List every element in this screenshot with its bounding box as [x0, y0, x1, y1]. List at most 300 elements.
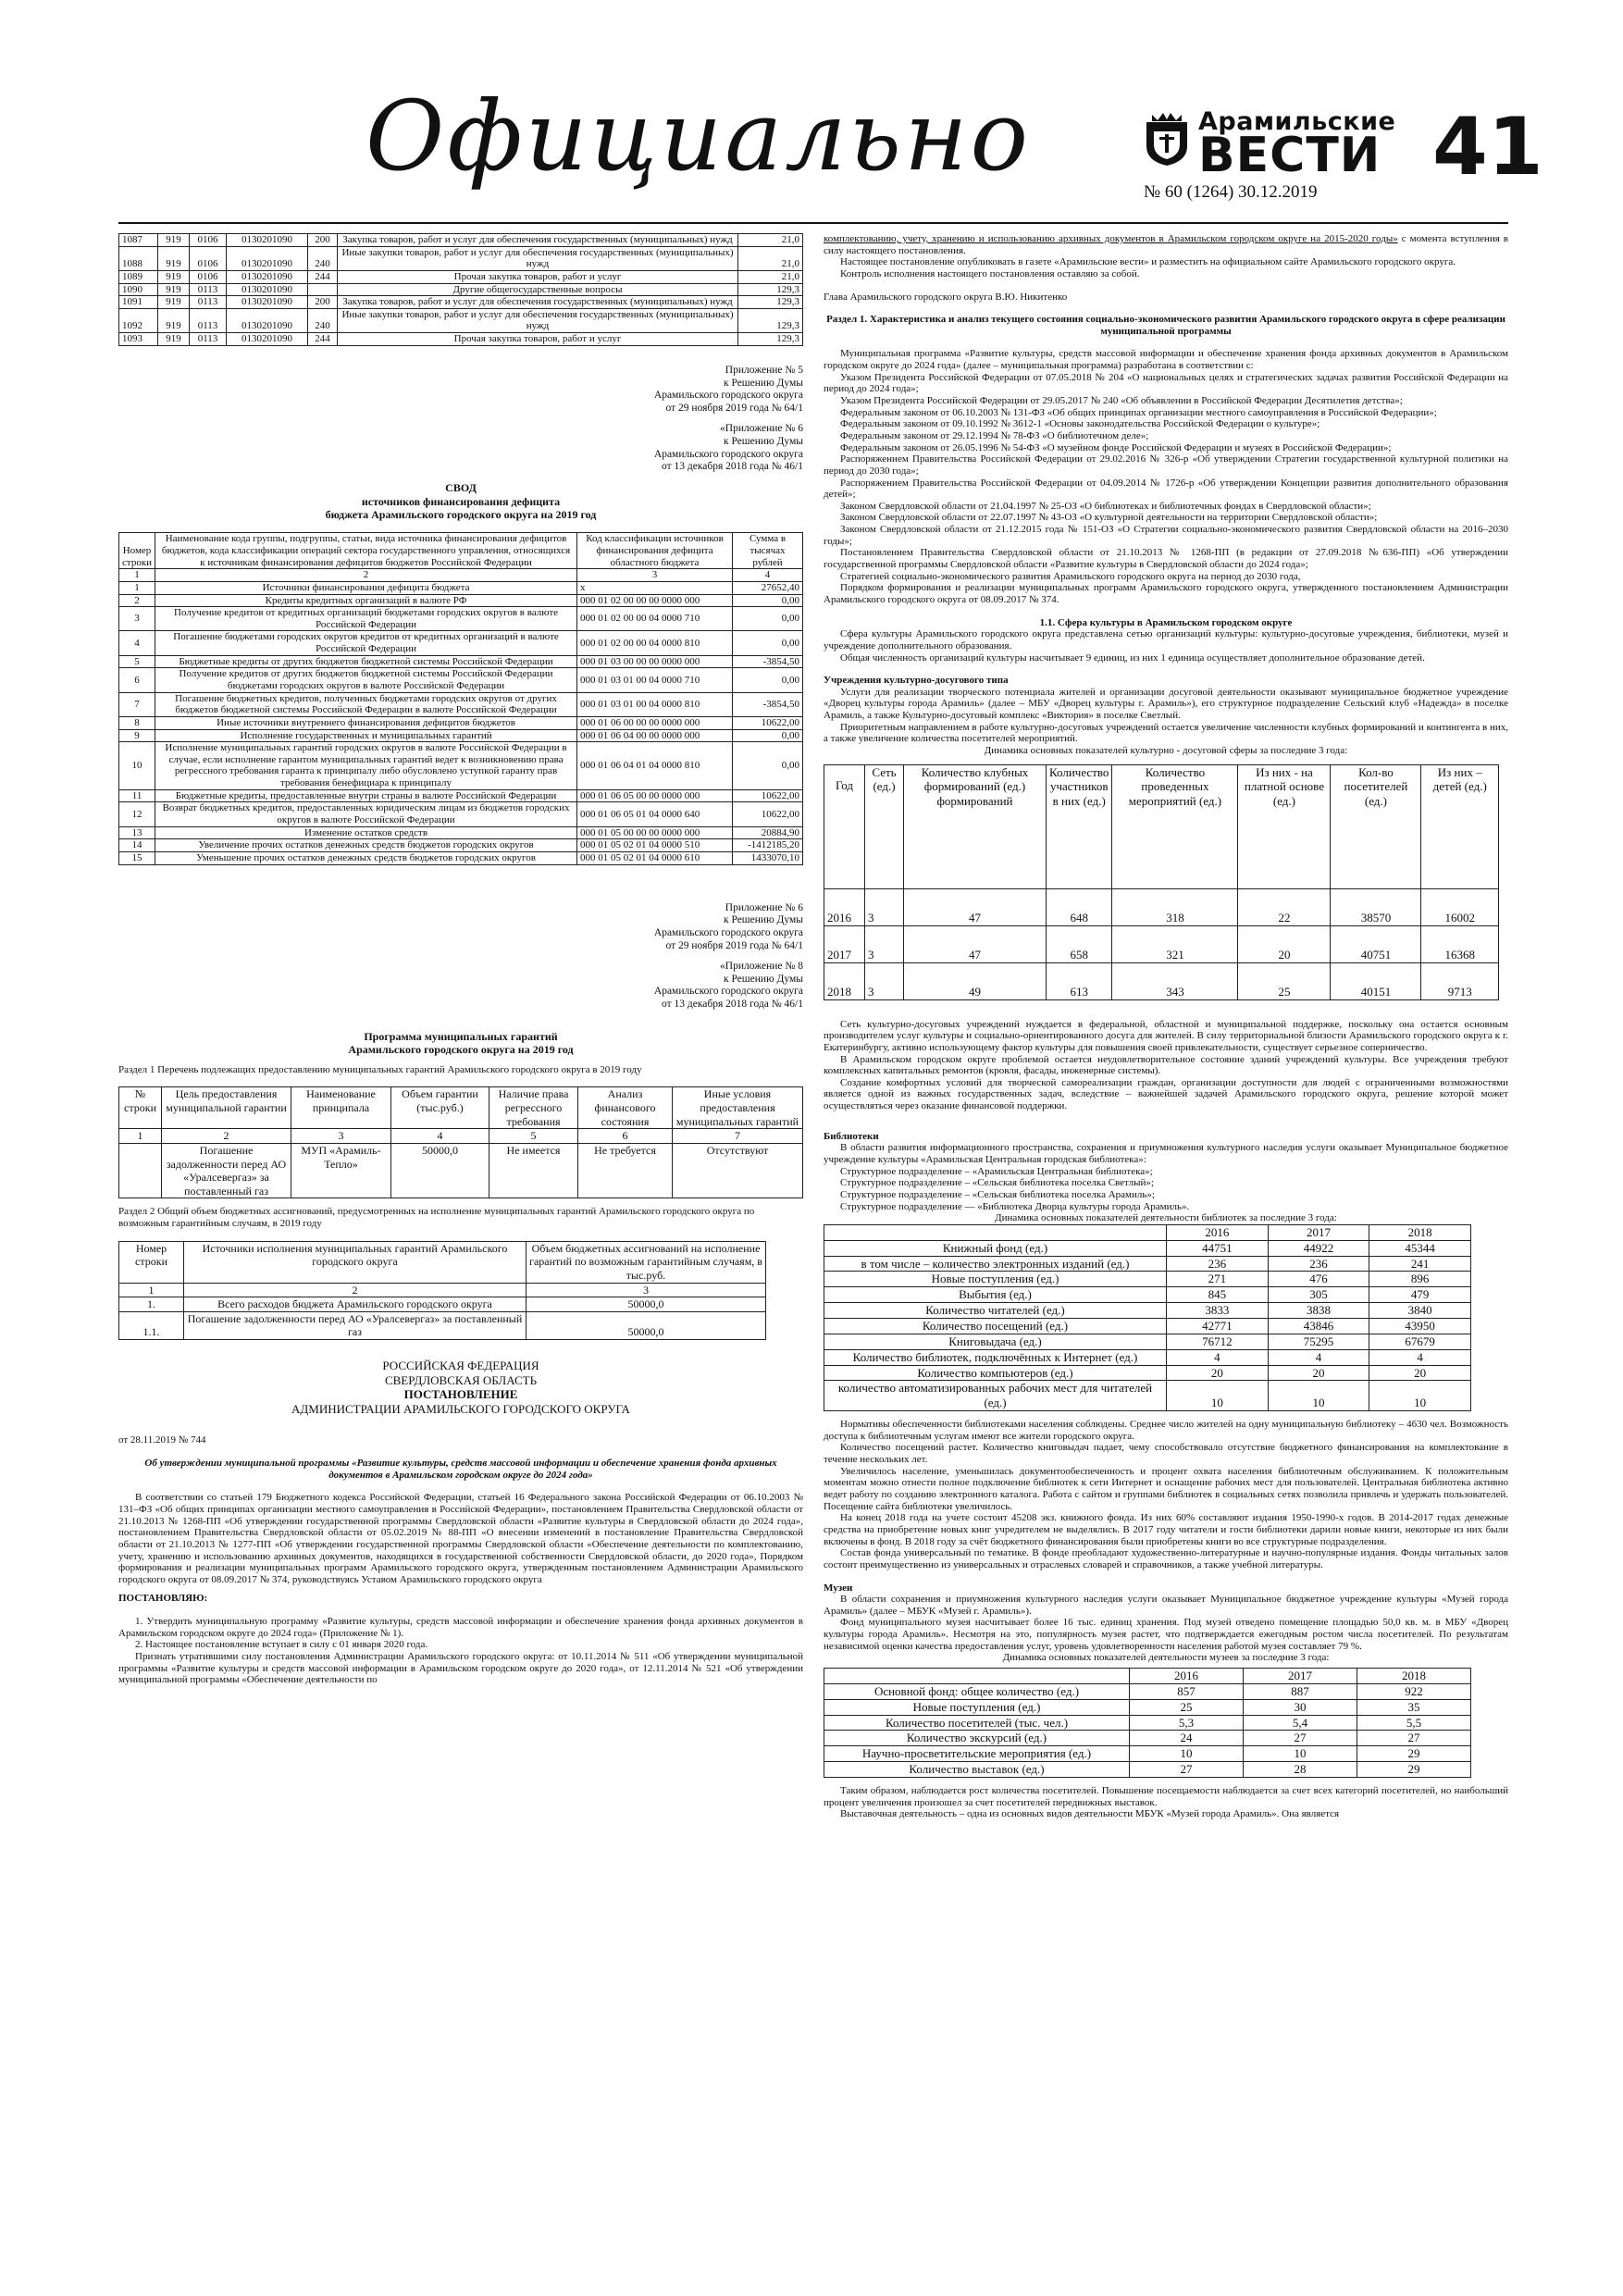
- table-cell: количество автоматизированных рабочих мест для читателей (ед.): [824, 1381, 1167, 1411]
- table-cell: 21,0: [738, 234, 803, 247]
- table-row: [824, 1381, 1471, 1411]
- table-cell: 000 01 05 02 01 04 0000 510: [577, 839, 733, 852]
- table-cell: 40751: [1331, 925, 1421, 962]
- table-cell: Не имеется: [489, 1143, 578, 1198]
- list-item: Указом Президента Российской Федерации от 07.05.2018 № 204 «О национальных целях и стратегических задачах развития Российской Федерации на период до 2024 года»;: [824, 371, 1508, 395]
- table-cell: 200: [308, 234, 338, 247]
- table-cell: Количество библиотек, подключённых к Интернет (ед.): [824, 1349, 1167, 1365]
- table-cell: 3: [119, 607, 155, 631]
- continued-link[interactable]: комплектованию, учету, хранению и использованию архивных документов в Арамильском городском округе на 2015-2020 годы»: [824, 233, 1398, 244]
- table-cell: 50000,0: [527, 1311, 766, 1339]
- museums-paragraph: Фонд муниципального музея насчитывает более 16 тыс. единиц хранения. Под музей отведено помещение площадью 50,0 кв. м. в МБУ «Дворец культуры города Арамиль». Несмотря на это, популярность музея растет, что подтверждается ежегодным ростом числа посетителей. По результатам независимой оценки качества предоставления услуг, уровень удовлетворенности населения работой музея составляет 79 %.: [824, 1617, 1508, 1652]
- table-cell: 3: [527, 1283, 766, 1297]
- table-row: [824, 1746, 1471, 1762]
- table-cell: 5,3: [1130, 1715, 1244, 1731]
- table-cell: Погашение бюджетами городских округов кредитов от кредитных организаций в валюте Российской Федерации: [155, 631, 577, 655]
- table-cell: Цель предоставления муниципальной гарантии: [162, 1087, 291, 1129]
- table-cell: 0,00: [733, 668, 803, 692]
- table-cell: Погашение задолженности перед АО «Уралсевергаз» за поставленный газ: [184, 1311, 527, 1339]
- table-cell: Кол-во посетителей (ед.): [1331, 764, 1421, 888]
- table-cell: 10: [1268, 1381, 1369, 1411]
- table-cell: 4: [733, 569, 803, 582]
- list-item: Законом Свердловской области от 21.04.1997 № 25-ОЗ «О библиотеках и библиотечных фондах в Свердловской области»;: [840, 500, 1371, 512]
- table-row: [824, 1699, 1471, 1715]
- table-cell: 0113: [190, 308, 227, 332]
- table-row: [824, 962, 1499, 999]
- table-cell: 857: [1130, 1683, 1244, 1699]
- kdu-caption: Динамика основных показателей культурно - досуговой сферы за последние 3 года:: [984, 744, 1348, 756]
- table-row: [119, 333, 803, 346]
- table-cell: 000 01 02 00 00 00 0000 000: [577, 594, 733, 607]
- svod-title: [118, 481, 803, 521]
- list-item: Стратегией социально-экономического развития Арамильского городского округа на период до 2030 года,: [840, 570, 1301, 582]
- logo-main-text: ВЕСТИ: [1198, 128, 1381, 183]
- table-cell: 1087: [119, 234, 158, 247]
- table-cell: 5,5: [1357, 1715, 1471, 1731]
- table-row: [119, 1143, 803, 1198]
- table-cell: 50000,0: [527, 1297, 766, 1312]
- text-line: СВЕРДЛОВСКАЯ ОБЛАСТЬ: [384, 1372, 538, 1387]
- museums-paragraph: Таким образом, наблюдается рост количества посетителей. Повышение посещаемости наблюдается за счет всех категорий посетителей, но наибольший процент увеличения произошел за счет посетителей передвижных выставок.: [824, 1785, 1508, 1808]
- table-cell: 0,00: [733, 594, 803, 607]
- table-cell: 000 01 03 01 00 04 0000 710: [577, 668, 733, 692]
- table-cell: Получение кредитов от кредитных организаций бюджетами городских округов в валюте Российской Федерации: [155, 607, 577, 631]
- table-cell: Количество проведенных мероприятий (ед.): [1112, 764, 1238, 888]
- table-row: [824, 1303, 1471, 1319]
- table-cell: [308, 283, 338, 296]
- table-cell: [824, 1669, 1130, 1684]
- table-cell: 1092: [119, 308, 158, 332]
- table-cell: 6: [578, 1129, 673, 1144]
- table-cell: 30: [1244, 1699, 1357, 1715]
- coat-of-arms-icon: [1143, 109, 1191, 167]
- table-cell: 4: [1167, 1349, 1269, 1365]
- table-cell: 1089: [119, 270, 158, 283]
- section-1-title: Раздел 1. Характеристика и анализ текущего состояния социально-экономического развития Арамильского городского округа в сфере реализации муниципальной программы: [826, 314, 1505, 337]
- table-cell: 47: [904, 888, 1047, 925]
- header-divider: [118, 222, 1508, 224]
- table-cell: Количество посещений (ед.): [824, 1319, 1167, 1334]
- table-cell: 200: [308, 296, 338, 309]
- text-line: РОССИЙСКАЯ ФЕДЕРАЦИЯ: [382, 1359, 539, 1373]
- table-cell: 271: [1167, 1272, 1269, 1287]
- left-column: [118, 233, 803, 1686]
- kdu-paragraph: Услуги для реализации творческого потенциала жителей и организации досуговой деятельности оказывают муниципальное бюджетное учреждение «Дворец культуры города Арамиль» (далее – МБУ «Дворец культуры г. Арамиль»), его структурное подразделение Сельский клуб «Надежда» в поселке Арамиль, а также Культурно-досуговый комплекс «Виктория» в поселке Светлый.: [824, 686, 1508, 722]
- publish-paragraph: Настоящее постановление опубликовать в газете «Арамильские вести» и разместить на официальном сайте Арамильского городского округа.: [840, 256, 1456, 268]
- table-cell: 20: [1167, 1365, 1269, 1381]
- page-header: [0, 0, 1623, 231]
- table-cell: Бюджетные кредиты от других бюджетов бюджетной системы Российской Федерации: [155, 655, 577, 668]
- table-row: [119, 789, 803, 802]
- table-row: [119, 668, 803, 692]
- table-cell: Другие общегосударственные вопросы: [338, 283, 738, 296]
- table-row: [119, 308, 803, 332]
- table-cell: 3: [865, 962, 904, 999]
- table-cell: 000 01 06 05 01 04 0000 640: [577, 802, 733, 826]
- subsection-1-1-title: 1.1. Сфера культуры в Арамильском городском округе: [1039, 616, 1293, 628]
- table-cell: 2: [155, 569, 577, 582]
- text-line: к Решению Думы: [724, 435, 803, 447]
- table-cell: 3: [865, 888, 904, 925]
- table-cell: 000 01 05 02 01 04 0000 610: [577, 851, 733, 864]
- table-cell: 3: [865, 925, 904, 962]
- table-cell: Номер строки: [119, 1241, 184, 1283]
- resolution-item: Признать утратившими силу постановления Администрации Арамильского городского округа: от 10.11.2014 № 511 «Об утверждении муниципальной программы «Развитие культуры и средств массовой информации в Арамильском городском округе до 2020 года», от 12.11.2014 № 521 «Об утверждении муниципальной программы «Обеспечение деятельности по: [118, 1651, 803, 1686]
- table-cell: 1: [119, 1129, 162, 1144]
- table-cell: 321: [1112, 925, 1238, 962]
- museums-paragraph: Выставочная деятельность – одна из основных видов деятельности МБУК «Музей города Арамиль». Она является: [840, 1808, 1340, 1820]
- table-row: [119, 631, 803, 655]
- table-cell: 0130201090: [227, 283, 308, 296]
- list-item: Федеральным законом от 29.12.1994 № 78-ФЗ «О библиотечном деле»;: [840, 429, 1149, 441]
- table-row: [119, 296, 803, 309]
- table-cell: 10622,00: [733, 802, 803, 826]
- table-cell: 9713: [1421, 962, 1499, 999]
- table-cell: 20: [1268, 1365, 1369, 1381]
- table-cell: Погашение бюджетных кредитов, полученных бюджетами городских округов от других бюджетов бюджетной системы Российской Федерации в валюте Российской Федерации: [155, 692, 577, 716]
- list-item: Порядком формирования и реализации муниципальных программ Арамильского городского округа, утвержденного постановлением Администрации Арамильского городского округа от 08.09.2017 № 374.: [824, 582, 1508, 605]
- table-row: [119, 246, 803, 270]
- table-cell: 129,3: [738, 283, 803, 296]
- table-row: [824, 1334, 1471, 1349]
- table-cell: 0130201090: [227, 308, 308, 332]
- culture-paragraph: Общая численность организаций культуры насчитывает 9 единиц, из них 1 единица осуществляет дополнительное образование детей.: [840, 652, 1425, 664]
- text-line: Приложение № 6: [725, 901, 803, 913]
- table-cell: 10: [1130, 1746, 1244, 1762]
- table-cell: 919: [158, 234, 190, 247]
- table-cell: 1: [119, 569, 155, 582]
- libraries-paragraph: Количество посещений растет. Количество книговыдач падает, чему способствовало отсутствие бюджетного финансирования на комплектование в течение нескольких лет.: [824, 1442, 1508, 1466]
- table-cell: Книговыдача (ед.): [824, 1334, 1167, 1349]
- guarantees-budget-header-row: [119, 1241, 766, 1283]
- kdu-dynamics-table: [824, 764, 1499, 1000]
- libraries-caption: Динамика основных показателей деятельности библиотек за последние 3 года:: [995, 1212, 1337, 1224]
- libraries-paragraph: В области развития информационного пространства, сохранения и приумножения культурного наследия услуги оказывает Муниципальное бюджетное учреждение культуры «Арамильская Центральная городская библиотека»:: [824, 1142, 1508, 1166]
- table-cell: 16368: [1421, 925, 1499, 962]
- table-cell: 5,4: [1244, 1715, 1357, 1731]
- kdu-paragraph: Сеть культурно-досуговых учреждений нуждается в федеральной, областной и муниципальной поддержке, поскольку она остается основным производителем услуг культуры и социально-ориентированного досуга для жителей. В силу территориальной близости Арамильского городского округа к г. Екатеринбургу, активно использующему фактор культуры для повышения своей привлекательности, существует серьезное соперничество.: [824, 1018, 1508, 1053]
- appendix-5-header: [118, 365, 803, 474]
- intro-paragraph: Муниципальная программа «Развитие культуры, средств массовой информации и обеспечение хранения фонда архивных документов в Арамильском городском округе до 2024 года» (далее – муниципальная программа) разработана в соответствии с:: [824, 348, 1508, 372]
- text-line: Арамильского городского округа: [653, 448, 803, 460]
- table-cell: 000 01 06 05 00 00 0000 000: [577, 789, 733, 802]
- table-cell: 5: [489, 1129, 578, 1144]
- table-cell: 305: [1268, 1287, 1369, 1303]
- table-cell: 45344: [1369, 1240, 1471, 1256]
- table-cell: 7: [673, 1129, 803, 1144]
- table-cell: 10: [1369, 1381, 1471, 1411]
- list-item: Федеральным законом от 09.10.1992 № 3612-1 «Основы законодательства Российской Федерации о культуре»;: [840, 418, 1320, 430]
- table-cell: Не требуется: [578, 1143, 673, 1198]
- libraries-paragraph: На конец 2018 года на учете состоит 45208 экз. книжного фонда. Из них 60% составляют издания 1950-1990-х годов. В 2014-2017 годах денежные средства на приобретение новых книг учредителем не выделялись. В 2017 году читатели и гости библиотеки дарили новые книги, некоторые из них были включены в фонд. В 2018 году за счёт бюджетного финансирования были приобретены книги во все структурные подразделения.: [824, 1512, 1508, 1547]
- table-cell: Количество выставок (ед.): [824, 1762, 1130, 1778]
- text-line: «Приложение № 8: [720, 960, 803, 972]
- text-line: Арамильского городского округа на 2019 год: [348, 1043, 574, 1057]
- table-cell: 24: [1130, 1731, 1244, 1746]
- table-cell: Количество читателей (ед.): [824, 1303, 1167, 1319]
- list-item: Распоряжением Правительства Российской Федерации от 29.02.2016 № 326-р «Об утверждении Стратегии государственной культурной политики на период до 2030 года»;: [824, 453, 1508, 477]
- text-line: Арамильского городского округа: [653, 986, 803, 998]
- list-item: Постановлением Правительства Свердловской области от 21.10.2013 № 1268-ПП (в редакции от 27.09.2018 №636-ПП) «Об утверждении государственной программы Свердловской области «Развитие культуры в Свердловской области до 2024 года»;: [824, 547, 1508, 571]
- table-cell: 13: [119, 826, 155, 839]
- resolution-decree: ПОСТАНОВЛЯЮ:: [118, 1593, 208, 1605]
- table-cell: Увеличение прочих остатков денежных средств бюджетов городских округов: [155, 839, 577, 852]
- table-cell: 919: [158, 246, 190, 270]
- table-cell: 22: [1238, 888, 1331, 925]
- table-cell: 5: [119, 655, 155, 668]
- table-cell: 2: [184, 1283, 527, 1297]
- table-cell: 25: [1130, 1699, 1244, 1715]
- table-cell: Возврат бюджетных кредитов, предоставленных юридическим лицам из бюджетов городских округов в валюте Российской Федерации: [155, 802, 577, 826]
- guarantees-section-1: Раздел 1 Перечень подлежащих предоставлению муниципальных гарантий Арамильского городского округа в 2019 году: [118, 1063, 642, 1075]
- table-row: [119, 716, 803, 729]
- table-cell: 318: [1112, 888, 1238, 925]
- table-row: [119, 826, 803, 839]
- text-line: к Решению Думы: [724, 914, 803, 926]
- table-cell: Прочая закупка товаров, работ и услуг: [338, 333, 738, 346]
- text-line: от 13 декабря 2018 года № 46/1: [662, 999, 803, 1011]
- table-row: [119, 581, 803, 594]
- table-row: [119, 742, 803, 790]
- table-cell: 2016: [1130, 1669, 1244, 1684]
- resolution-item: 1. Утвердить муниципальную программу «Развитие культуры, средств массовой информации и обеспечение хранения фонда архивных документов в Арамильском городском округе до 2024 года» (Приложение № 1).: [118, 1616, 803, 1639]
- libraries-title: Библиотеки: [824, 1130, 879, 1142]
- libraries-paragraph: Увеличилось население, уменьшилась документообеспеченность и процент охвата населения библиотечным обслуживанием. К положительным моментам можно отнести полное подключение библиотек к сети Интернет и оснащение рабочих мест для пользователей. Центральная библиотека активно ведет работу по созданию электронного каталога. Работа с сайтом и группами библиотек в социальных сетях позволила привлечь и удержать пользователей. Посещение сайта библиотеки увеличилось.: [824, 1465, 1508, 1512]
- table-cell: Наличие права регрессного требования: [489, 1087, 578, 1129]
- table-cell: Иные закупки товаров, работ и услуг для обеспечения государственных (муниципальных) нужд: [338, 246, 738, 270]
- table-cell: Из них - на платной основе (ед.): [1238, 764, 1331, 888]
- table-row: [824, 1762, 1471, 1778]
- guarantees-header-row: [119, 1087, 803, 1129]
- table-cell: 0130201090: [227, 270, 308, 283]
- table-row: [119, 655, 803, 668]
- table-row: [119, 839, 803, 852]
- text-line: от 29 ноября 2019 года № 64/1: [665, 940, 803, 951]
- table-cell: 42771: [1167, 1319, 1269, 1334]
- text-line: источников финансирования дефицита: [361, 494, 561, 508]
- table-cell: 0130201090: [227, 333, 308, 346]
- kdu-paragraph: Создание комфортных условий для творческой самореализации граждан, организации доступности для людей с ограниченными возможностями является одной из важных государственных задач, вследствие – важнейшей задачей Арамильского городского округа, решение которой может осуществляться через оказание финансовой поддержки.: [824, 1076, 1508, 1112]
- table-row: [824, 1287, 1471, 1303]
- table-cell: 919: [158, 296, 190, 309]
- table-cell: 613: [1047, 962, 1112, 999]
- table-cell: 236: [1167, 1256, 1269, 1272]
- table-cell: Основной фонд: общее количество (ед.): [824, 1683, 1130, 1699]
- text-line: с момента вступления в силу настоящего постановления.: [824, 233, 1508, 256]
- kdu-paragraph: В Арамильском городском округе проблемой остается неудовлетворительное состояние зданий учреждений культуры. Все учреждения требуют комплексных капитальных ремонтов (кровля, фасады, инженерные системы).: [824, 1053, 1508, 1077]
- table-cell: 3840: [1369, 1303, 1471, 1319]
- table-cell: Кредиты кредитных организаций в валюте РФ: [155, 594, 577, 607]
- table-cell: 3833: [1167, 1303, 1269, 1319]
- right-column: [824, 233, 1508, 1820]
- table-cell: 0130201090: [227, 296, 308, 309]
- table-row: [119, 1297, 766, 1312]
- table-cell: 0113: [190, 296, 227, 309]
- text-line: «Приложение № 6: [720, 422, 803, 434]
- libraries-table: [824, 1224, 1471, 1411]
- table-cell: Иные закупки товаров, работ и услуг для обеспечения государственных (муниципальных) нужд: [338, 308, 738, 332]
- table-cell: -3854,50: [733, 655, 803, 668]
- table-cell: Закупка товаров, работ и услуг для обеспечения государственных (муниципальных) нужд: [338, 296, 738, 309]
- table-cell: 887: [1244, 1683, 1357, 1699]
- signature: Глава Арамильского городского округа В.Ю. Никитенко: [824, 291, 1068, 303]
- table-cell: 919: [158, 270, 190, 283]
- table-cell: 919: [158, 308, 190, 332]
- section-title: Официально: [365, 80, 1032, 192]
- table-cell: № строки: [119, 1087, 162, 1129]
- table-cell: 0,00: [733, 631, 803, 655]
- list-item: Структурное подразделение – «Сельская библиотека поселка Светлый»;: [840, 1177, 1154, 1189]
- text-line: Приложение № 5: [725, 364, 803, 376]
- table-cell: 4: [1369, 1349, 1471, 1365]
- table-cell: Из них – детей (ед.): [1421, 764, 1499, 888]
- table-cell: 129,3: [738, 308, 803, 332]
- table-cell: 1091: [119, 296, 158, 309]
- table-cell: Закупка товаров, работ и услуг для обеспечения государственных (муниципальных) нужд: [338, 234, 738, 247]
- text-line: Программа муниципальных гарантий: [364, 1029, 558, 1043]
- table-cell: 3: [291, 1129, 391, 1144]
- text-line: Арамильского городского округа: [653, 390, 803, 402]
- table-cell: 0113: [190, 283, 227, 296]
- page-number: 41: [1432, 101, 1543, 193]
- list-item: Законом Свердловской области от 22.07.1997 № 43-ОЗ «О культурной деятельности на территории Свердловской области»;: [840, 512, 1378, 524]
- table-cell: [119, 1143, 162, 1198]
- list-item: Структурное подразделение – «Сельская библиотека поселка Арамиль»;: [840, 1188, 1155, 1200]
- table-cell: 922: [1357, 1683, 1471, 1699]
- table-cell: 15: [119, 851, 155, 864]
- resolution-date: от 28.11.2019 № 744: [118, 1434, 206, 1446]
- table-row: [824, 1240, 1471, 1256]
- table-cell: Иные источники внутреннего финансирования дефицитов бюджетов: [155, 716, 577, 729]
- table-cell: 236: [1268, 1256, 1369, 1272]
- svod-table: [118, 532, 803, 864]
- logo-top-text: Арамильские: [1198, 107, 1396, 136]
- table-cell: Сумма в тысячах рублей: [733, 533, 803, 569]
- text-line: к Решению Думы: [724, 973, 803, 985]
- table-cell: 50000,0: [391, 1143, 489, 1198]
- culture-paragraph: Сфера культуры Арамильского городского округа представлена сетью организаций культуры: культурно-досуговые учреждения, библиотеки, музей и учреждение дополнительного образования.: [824, 628, 1508, 652]
- table-cell: 12: [119, 802, 155, 826]
- table-cell: 2018: [1357, 1669, 1471, 1684]
- table-cell: МУП «Арамиль-Тепло»: [291, 1143, 391, 1198]
- table-cell: 000 01 05 00 00 00 0000 000: [577, 826, 733, 839]
- table-cell: 000 01 03 00 00 00 0000 000: [577, 655, 733, 668]
- appendix-6-header: [118, 902, 803, 1011]
- table-cell: 29: [1357, 1762, 1471, 1778]
- museums-caption: Динамика основных показателей деятельности музеев за последние 3 года:: [1002, 1652, 1330, 1664]
- table-cell: 845: [1167, 1287, 1269, 1303]
- table-cell: 29: [1357, 1746, 1471, 1762]
- table-cell: 000 01 06 04 01 04 0000 810: [577, 742, 733, 790]
- table-cell: Новые поступления (ед.): [824, 1272, 1167, 1287]
- table-cell: 10: [1244, 1746, 1357, 1762]
- table-cell: Иные условия предоставления муниципальных гарантий: [673, 1087, 803, 1129]
- table-cell: 2017: [1244, 1669, 1357, 1684]
- resolution-item: 2. Настоящее постановление вступает в силу с 01 января 2020 года.: [135, 1639, 428, 1651]
- guarantees-section-2: Раздел 2 Общий объем бюджетных ассигнований, предусмотренных на исполнение муниципальных гарантий Арамильского городского округа по возможным гарантийным случаям, в 2019 году: [118, 1206, 755, 1230]
- text-line: ПОСТАНОВЛЕНИЕ: [403, 1387, 518, 1402]
- list-item: Распоряжением Правительства Российской Федерации от 04.09.2014 № 1726-р «Об утверждении Концепции развития дополнительного образования детей»;: [824, 477, 1508, 501]
- table-row: [119, 594, 803, 607]
- table-cell: Наименование принципала: [291, 1087, 391, 1129]
- museums-header-row: [824, 1669, 1471, 1684]
- table-cell: Погашение задолженности перед АО «Уралсевергаз» за поставленный газ: [162, 1143, 291, 1198]
- table-cell: Анализ финансового состояния: [578, 1087, 673, 1129]
- table-cell: 000 01 02 00 00 04 0000 810: [577, 631, 733, 655]
- table-row: [119, 729, 803, 742]
- issue-number: № 60 (1264) 30.12.2019: [1144, 182, 1318, 202]
- list-item: Структурное подразделение – «Арамильская Центральная библиотека»;: [840, 1165, 1153, 1177]
- table-row: [824, 1319, 1471, 1334]
- text-line: от 29 ноября 2019 года № 64/1: [665, 403, 803, 415]
- table-cell: 2018: [1369, 1224, 1471, 1240]
- table-cell: Количество компьютеров (ед.): [824, 1365, 1167, 1381]
- table-cell: Научно-просветительские мероприятия (ед.): [824, 1746, 1130, 1762]
- table-cell: x: [577, 581, 733, 594]
- table-cell: 1093: [119, 333, 158, 346]
- table-cell: Количество клубных формирований (ед.) формирований: [904, 764, 1047, 888]
- table-cell: 44751: [1167, 1240, 1269, 1256]
- table-cell: 4: [1268, 1349, 1369, 1365]
- table-cell: Бюджетные кредиты, предоставленные внутри страны в валюте Российской Федерации: [155, 789, 577, 802]
- table-cell: 476: [1268, 1272, 1369, 1287]
- table-row: [824, 1715, 1471, 1731]
- table-cell: 27: [1244, 1731, 1357, 1746]
- table-cell: 0106: [190, 234, 227, 247]
- table-cell: Источники исполнения муниципальных гарантий Арамильского городского округа: [184, 1241, 527, 1283]
- resolution-preamble: В соответствии со статьей 179 Бюджетного кодекса Российской Федерации, статьей 16 Федерального закона Российской Федерации от 06.10.2003 № 131–ФЗ «Об общих принципах организации местного самоуправления в Российской Федерации», постановлением Правительства Свердловской области от 21.10.2013 № 1268-ПП «Об утверждении государственной программы Свердловской области «Развитие культуры в Свердловской области до 2024 года», постановлением Правительства Свердловской области от 05.02.2019 № 88-ПП «О внесении изменений в постановление Правительства Свердловской области от 21.10.2013 № 1277-ПП «Об утверждении государственной программы Свердловской области «Обеспечение деятельности по комплектованию, учету, хранению и использованию архивных документов, находящихся в государственной собственности Свердловской области, до 2020 года», Порядком формирования и реализации муниципальных программ Арамильского городского округа, утвержденным постановлением Администрации Арамильского городского округа от 08.09.2017 № 374, руководствуясь Уставом Арамильского городского округа: [118, 1492, 803, 1585]
- table-cell: 3838: [1268, 1303, 1369, 1319]
- table-row: [119, 234, 803, 247]
- table-cell: Год: [824, 764, 865, 888]
- guarantees-number-row: [119, 1129, 803, 1144]
- table-cell: Прочая закупка товаров, работ и услуг: [338, 270, 738, 283]
- table-cell: 28: [1244, 1762, 1357, 1778]
- table-cell: 000 01 06 04 00 00 0000 000: [577, 729, 733, 742]
- table-cell: Объем гарантии (тыс.руб.): [391, 1087, 489, 1129]
- table-cell: Выбытия (ед.): [824, 1287, 1167, 1303]
- table-cell: 76712: [1167, 1334, 1269, 1349]
- table-cell: 000 01 06 00 00 00 0000 000: [577, 716, 733, 729]
- table-cell: 1090: [119, 283, 158, 296]
- table-row: [824, 1256, 1471, 1272]
- table-row: [119, 692, 803, 716]
- table-cell: [824, 1224, 1167, 1240]
- libraries-header-row: [824, 1224, 1471, 1240]
- continued-text: [824, 233, 1508, 256]
- table-cell: 8: [119, 716, 155, 729]
- table-cell: Объем бюджетных ассигнований на исполнение гарантий по возможным гарантийным случаям, в тыс.руб.: [527, 1241, 766, 1283]
- table-row: [119, 1311, 766, 1339]
- list-item: Федеральным законом от 26.05.1996 № 54-ФЗ «О музейном фонде Российской Федерации и музеях в Российской Федерации»;: [840, 441, 1392, 453]
- list-item: Законом Свердловской области от 21.12.2015 года № 151-ОЗ «О Стратегии социально-экономического развития Свердловской области на 2016–2030 годы»;: [824, 524, 1508, 547]
- table-cell: 479: [1369, 1287, 1471, 1303]
- table-cell: 0106: [190, 246, 227, 270]
- resolution-subject: Об утверждении муниципальной программы «Развитие культуры, средств массовой информации и обеспечение хранения фонда архивных документов в Арамильском городском округе до 2024 года»: [144, 1458, 777, 1481]
- table-cell: 1.: [119, 1297, 184, 1312]
- table-cell: Изменение остатков средств: [155, 826, 577, 839]
- libraries-list: [824, 1166, 1508, 1213]
- table-cell: 4: [119, 631, 155, 655]
- table-cell: 47: [904, 925, 1047, 962]
- table-cell: 10622,00: [733, 789, 803, 802]
- table-cell: 16002: [1421, 888, 1499, 925]
- text-line: Арамильского городского округа: [653, 927, 803, 939]
- table-cell: 244: [308, 270, 338, 283]
- table-cell: 7: [119, 692, 155, 716]
- table-cell: 2017: [824, 925, 865, 962]
- legal-basis-list: [824, 372, 1508, 606]
